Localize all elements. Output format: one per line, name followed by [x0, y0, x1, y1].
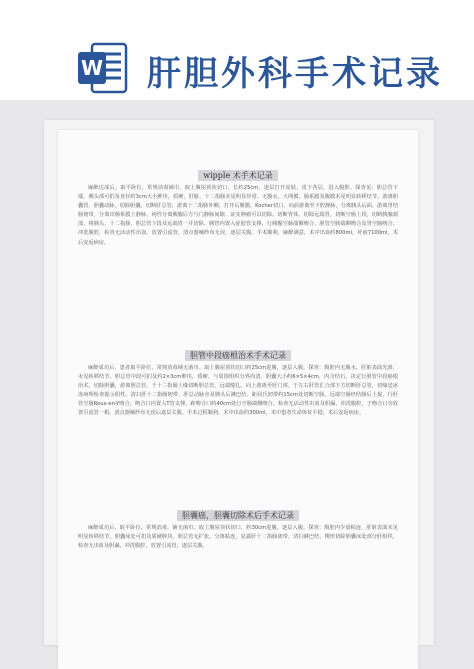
word-document-icon [76, 40, 130, 96]
section-title-gallbladder: 胆囊癌，胆囊切除术后手术记录 [78, 510, 398, 521]
section-title-bile-duct: 胆管中段癌根治术手术记录 [78, 350, 398, 361]
header [0, 0, 474, 100]
page-title: 肝胆外科手术记录 [147, 54, 443, 94]
section-body-whipple: 麻醉达成后。取平卧位，常规消毒铺巾。取上腹屋顶状切口，长约25cm。逐层打开皮肤、皮下各层，进入腹腔。探查见：胆总管下端、胰头部可扪及直径约3cm大小肿块，质硬，肝脏、十二指肠未见明显异常。无腹水，大网膜、肠系膜及腹膜未见明显转移结节。游离胆囊管，胆囊动脉，切除胆囊。切断肝总管，游离十二指肠外侧，打开后腹膜，Kocher切口，向前游离至下腔静脉，分离胰头后面。游离胃结肠韧带，分离出肠系膜上静脉，钝性分离胰腺后方与门静脉间隙，证实肿瘤可以切除。切断胃体，切除远端胃，切断空肠上段，切断胰腺颈部，将胰头、十二指肠、胆总管下段及远端胃一并切除。胰管内置入硅胶管支撑，行胰腺空肠端侧吻合、胆管空肠端侧吻合及胃空肠吻合。冲洗腹腔，检查无活动性出血，放置引流管，清点器械纱布无误，逐层关腹。手术顺利，麻醉满意，术中出血约800ml，补液7100ml，术后安返病房。 [78, 185, 398, 246]
document-content [78, 170, 398, 660]
svg-text:W: W [80, 56, 104, 80]
section-body-gallbladder: 麻醉成功后，取平卧位，常规消毒，铺无菌巾。取上腹屋顶状切口，约30cm进腹，逐层入腹。探查：腹腔内少量粘连，肝脏表面未见明显转移结节，胆囊床处可扪及质硬肿块，胆总管无扩张。分离粘连，显露肝十二指肠韧带，清扫淋巴结，楔形切除胆囊床处部分肝组织，检查无出血及胆漏，冲洗腹腔，放置引流管，逐层关腹。 [78, 525, 398, 550]
section-body-bile-duct: 麻醉成功后，患者取平卧位，常规消毒铺无菌巾。取上腹屋顶状切口约25cm进腹，逐层入腹。探查：腹腔内无腹水，肝脏表面光滑，未见转移结节，胆总管中段可扪及约2×3cm肿块，质硬，与周围组织分界尚清。胆囊大小约6×5×4cm，内含结石。决定行胆管中段癌根治术。切除胆囊，游离胆总管，于十二指肠上缘切断胆总管，远端缝扎。向上游离至肝门部，于左右肝管汇合部下方切断肝总管，切缘送冰冻病理检查提示阴性。清扫肝十二指肠韧带、肝总动脉旁及胰头后淋巴结。距屈氏韧带约15cm处切断空肠，远端空肠经结肠后上提，行肝管空肠Roux-en-Y吻合，吻合口内置入T管支撑。距吻合口约40cm处行空肠端侧吻合。检查无活动性出血及胆漏，冲洗腹腔，于吻合口旁放置引流管一根，清点器械纱布无误后逐层关腹。手术过程顺利，术中出血约300ml，术中患者生命体征平稳，术后安返病房。 [78, 365, 398, 417]
section-title-whipple: wipple 术手术记录 [78, 170, 398, 181]
